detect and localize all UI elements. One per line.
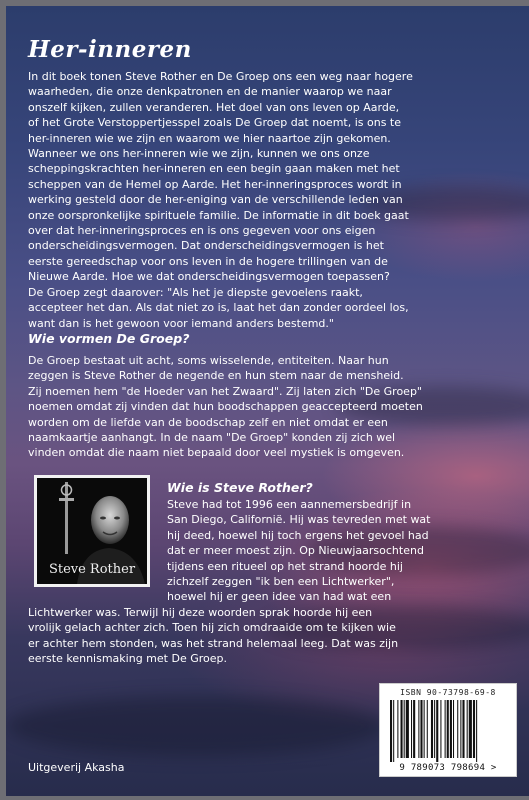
back-cover — [6, 6, 529, 796]
barcode-bar — [420, 700, 422, 758]
barcode-bar — [418, 700, 419, 758]
barcode-bar — [457, 700, 458, 758]
steve-paragraph-top: Steve had tot 1996 een aannemersbedrijf in San Diego, Californië. Hij was tevreden met wat hij deed, hoewel hij toch ergens het gevoel had dat er meer moest zijn. Op Nieuwjaarsochtend tijdens een ritueel op het strand hoorde hij zichzelf zeggen "ik ben een Lichtwerker", hoewel hij er geen idee van had wat een — [167, 498, 431, 604]
photo-caption: Steve Rother — [48, 562, 136, 577]
barcode-bar — [393, 700, 394, 762]
barcode-bar — [467, 700, 468, 758]
barcode-bar — [397, 700, 398, 758]
groep-paragraph: De Groep bestaat uit acht, soms wisselende, entiteiten. Naar hun zeggen is Steve Rother de negende en hun stem naar de mensheid. Zij noemen hem "de Hoeder van het Zwaard". Zij laten zich "De Groep" noemen omdat zij vinden dat hun boodschappen geaccepteerd moeten worden om de liefde van de boodschap zelf en niet omdat er een naamkaartje aanhangt. In de naam "De Groep" konden zij zich wel vinden omdat die naam niet bepaald door veel mystiek is omgeven. — [28, 354, 423, 460]
barcode-bar — [411, 700, 412, 758]
barcode-bar — [401, 700, 403, 758]
barcode-bar — [413, 700, 415, 758]
barcode-bar — [462, 700, 464, 758]
isbn-text: ISBN 90-73798-69-8 — [400, 688, 496, 697]
barcode-digits: 9 789073 798694 > — [399, 763, 497, 773]
author-photo-image — [37, 478, 147, 584]
barcode-bar — [445, 700, 446, 758]
barcode-bar — [436, 700, 438, 762]
barcode-bar — [469, 700, 472, 758]
barcode-icon — [388, 700, 510, 762]
author-photo — [34, 475, 150, 587]
barcode-bar — [447, 700, 449, 758]
publisher-name: Uitgeverij Akasha — [28, 761, 125, 774]
steve-paragraph-bottom: Lichtwerker was. Terwijl hij deze woorden sprak hoorde hij een vrolijk gelach achter zich. Toen hij zich omdraaide om te kijken wie er achter hem stonden, was het strand helemaal leeg. Dat was zijn eerste kennismaking met De Groep. — [28, 606, 399, 666]
section-heading-steve: Wie is Steve Rother? — [167, 480, 313, 495]
intro-paragraph: In dit boek tonen Steve Rother en De Groep ons een weg naar hogere waarheden, die onze denkpatronen en de manier waarop we naar onszelf kijken, zullen veranderen. Het doel van ons leven op Aarde, of het Grote Verstoppertjesspel zoals De Groep dat noemt, is ons te her-inneren wie we zijn en waarom we hier naartoe zijn gekomen. Wanneer we ons her-inneren wie we zijn, kunnen we ons onze scheppingskrachten her-inneren en een begin gaan maken met het scheppen van de Hemel op Aarde. Het her-inneringsproces wordt in werking gesteld door de her-eniging van de verschillende leden van onze oorspronkelijke spirituele familie. De informatie in dit boek gaat over dat her-inneringsproces en is ons gegeven voor ons eigen onderscheidingsvermogen. Dat onderscheidingsvermogen is het eerste gereedschap voor ons leven in de hogere trillingen van de Nieuwe Aarde. Hoe we dat onderscheidingsvermogen toepassen? De Groep zegt daarover: "Als het je diepste gevoelens raakt, accepteer het dan. Als dat niet zo is, laat het dan zonder oordeel los, want dan is het gewoon voor iemand anders bestemd." — [28, 70, 413, 330]
barcode-label — [379, 683, 517, 777]
barcode-bar — [404, 700, 405, 758]
barcode-bar — [424, 700, 425, 758]
section-heading-groep: Wie vormen De Groep? — [28, 331, 190, 346]
barcode-bar — [476, 700, 477, 762]
barcode-bar — [453, 700, 454, 758]
barcode-bar — [390, 700, 392, 762]
barcode-bar — [427, 700, 428, 758]
barcode-bar — [450, 700, 452, 758]
barcode-bar — [431, 700, 433, 758]
barcode-bar — [473, 700, 475, 758]
book-title: Her-inneren — [28, 36, 192, 63]
barcode-bar — [406, 700, 409, 758]
sea-decoration — [6, 696, 386, 756]
barcode-bar — [434, 700, 435, 758]
barcode-bar — [460, 700, 461, 758]
barcode-bar — [440, 700, 441, 758]
